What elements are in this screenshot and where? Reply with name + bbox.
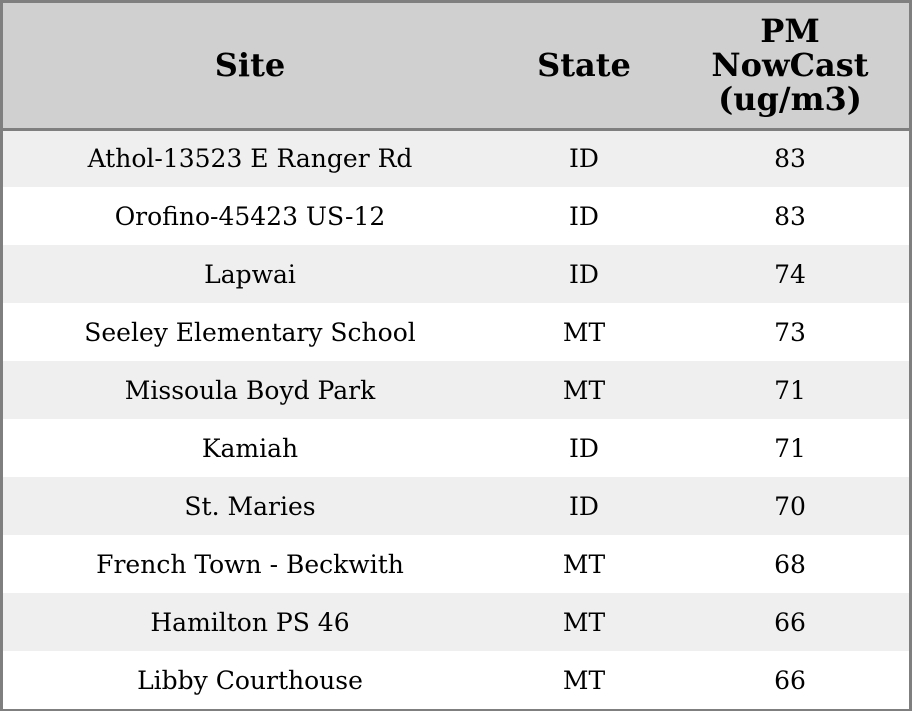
- cell-state: MT: [562, 317, 606, 347]
- cell-pm: 73: [774, 317, 806, 347]
- cell-state: ID: [569, 433, 599, 463]
- pm-nowcast-table: [3, 3, 909, 709]
- cell-pm: 66: [774, 607, 806, 637]
- cell-state: MT: [562, 375, 606, 405]
- cell-state: ID: [569, 201, 599, 231]
- header-pm-line-3: (ug/m3): [718, 80, 862, 119]
- cell-site: Seeley Elementary School: [84, 317, 416, 347]
- cell-site: Hamilton PS 46: [150, 607, 350, 637]
- cell-site: Orofino-45423 US-12: [114, 201, 386, 231]
- cell-pm: 83: [774, 201, 806, 231]
- cell-pm: 70: [774, 491, 806, 521]
- cell-state: ID: [569, 491, 599, 521]
- cell-site: Kamiah: [201, 433, 299, 463]
- cell-state: ID: [569, 144, 599, 174]
- table-row: [3, 593, 909, 651]
- header-pm-line-2: NowCast: [711, 46, 869, 85]
- header-row: [3, 3, 909, 129]
- table-row: [3, 245, 909, 303]
- table-row: [3, 419, 909, 477]
- header-pm-nowcast: [671, 3, 909, 129]
- cell-site: French Town - Beckwith: [96, 549, 404, 579]
- cell-pm: 83: [774, 144, 806, 174]
- cell-site: Athol-13523 E Ranger Rd: [87, 144, 413, 174]
- cell-site: St. Maries: [184, 491, 316, 521]
- header-pm-line-1: PM: [760, 12, 820, 51]
- cell-site: Libby Courthouse: [137, 665, 363, 695]
- table-header: [3, 3, 909, 129]
- table-row: [3, 361, 909, 419]
- table-row: [3, 651, 909, 709]
- table-row: [3, 187, 909, 245]
- cell-site: Lapwai: [204, 259, 296, 289]
- table-row: [3, 303, 909, 361]
- table-row: [3, 129, 909, 187]
- header-state: State: [497, 3, 671, 129]
- cell-state: ID: [569, 259, 599, 289]
- cell-state: MT: [562, 549, 606, 579]
- cell-pm: 68: [774, 549, 806, 579]
- cell-pm: 74: [774, 259, 806, 289]
- header-site: Site: [3, 3, 497, 129]
- cell-pm: 71: [774, 375, 806, 405]
- table-body: [3, 129, 909, 709]
- table-row: [3, 535, 909, 593]
- table-row: [3, 477, 909, 535]
- cell-pm: 66: [774, 665, 806, 695]
- cell-site: Missoula Boyd Park: [124, 375, 376, 405]
- cell-state: MT: [562, 607, 606, 637]
- cell-pm: 71: [774, 433, 806, 463]
- cell-state: MT: [562, 665, 606, 695]
